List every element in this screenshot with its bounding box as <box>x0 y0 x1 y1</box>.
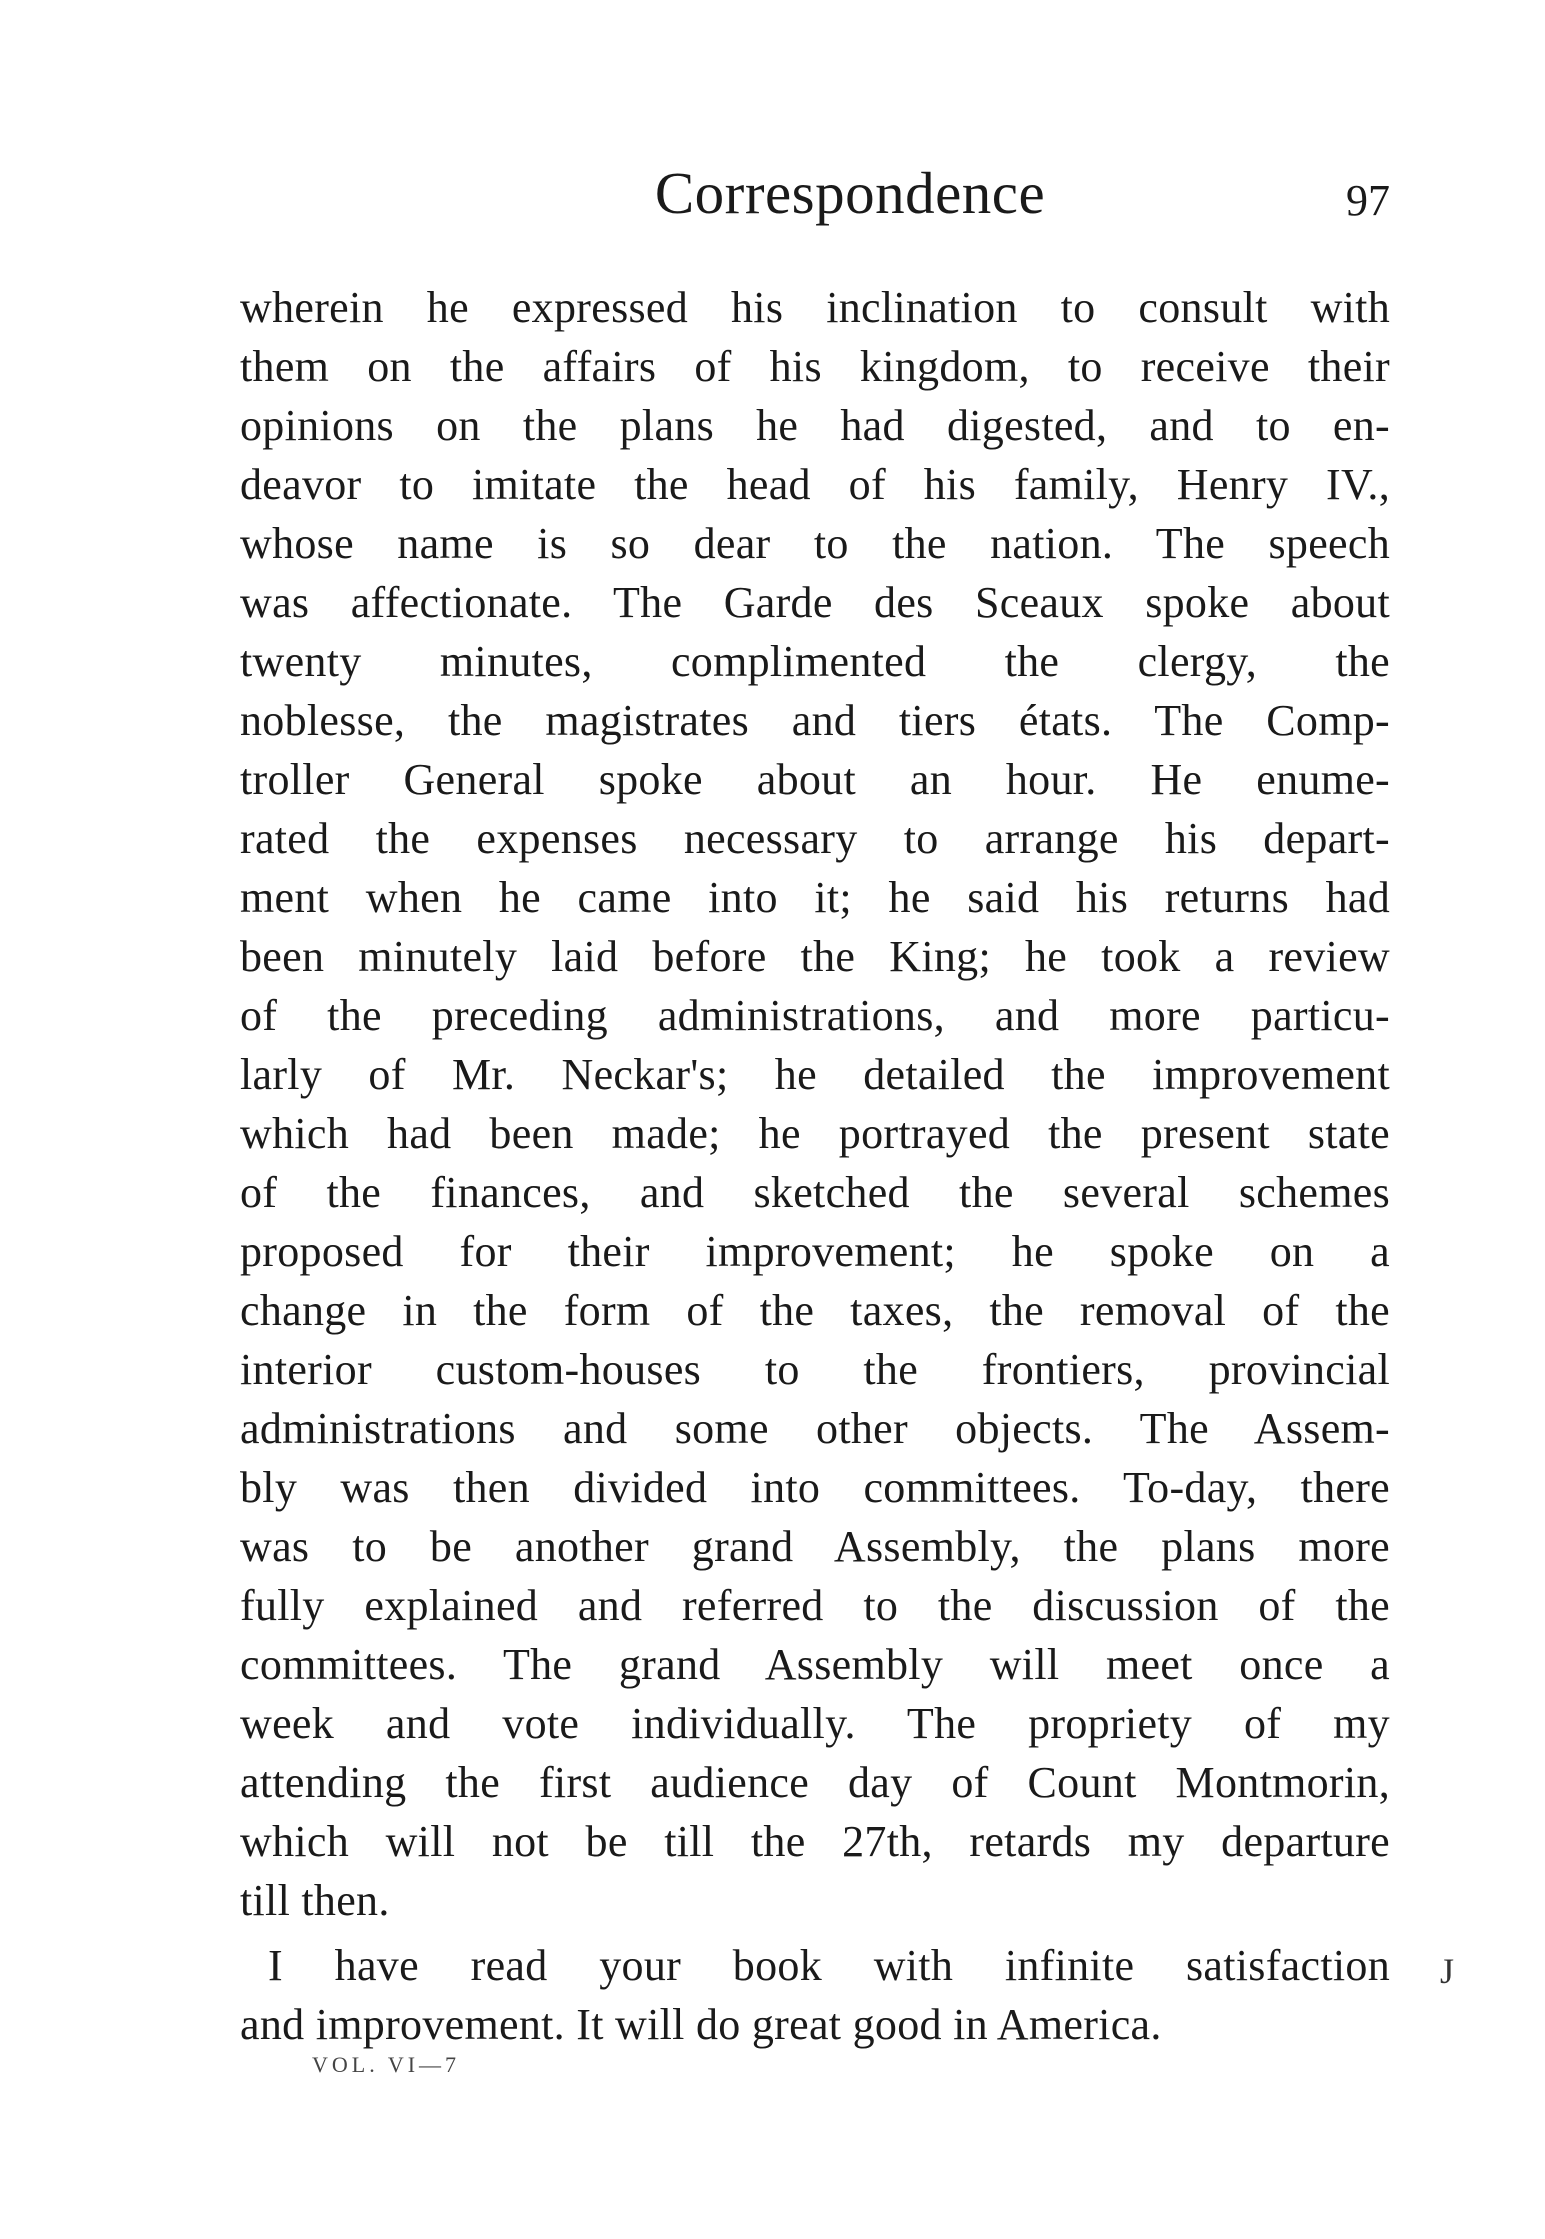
text-line: been minutely laid before the King; he took a review <box>240 932 1390 981</box>
text-line: them on the affairs of his kingdom, to receive their <box>240 342 1390 391</box>
text-line: attending the first audience day of Count Montmorin, <box>240 1758 1390 1807</box>
text-line: I have read your book with infinite satisfaction <box>268 1941 1390 1990</box>
margin-mark: J <box>1440 1951 1455 1991</box>
text-line: rated the expenses necessary to arrange his depart- <box>240 814 1390 863</box>
text-line: was to be another grand Assembly, the plans more <box>240 1522 1390 1571</box>
text-line: of the finances, and sketched the several schemes <box>240 1168 1390 1217</box>
text-line: administrations and some other objects. The Assem- <box>240 1404 1390 1453</box>
text-line: of the preceding administrations, and more particu- <box>240 991 1390 1040</box>
text-line: deavor to imitate the head of his family, Henry IV., <box>240 460 1390 509</box>
text-line: change in the form of the taxes, the removal of the <box>240 1286 1390 1335</box>
text-line: noblesse, the magistrates and tiers états. The Comp- <box>240 696 1390 745</box>
text-line: which will not be till the 27th, retards my departure <box>240 1817 1390 1866</box>
text-line: committees. The grand Assembly will meet once a <box>240 1640 1390 1689</box>
text-line: ment when he came into it; he said his returns had <box>240 873 1390 922</box>
text-line: which had been made; he portrayed the present state <box>240 1109 1390 1158</box>
text-line: proposed for their improvement; he spoke on a <box>240 1227 1390 1276</box>
running-head-title: Correspondence <box>654 160 1046 226</box>
text-line: troller General spoke about an hour. He enume- <box>240 755 1390 804</box>
text-line: twenty minutes, complimented the clergy, the <box>240 637 1390 686</box>
text-line: bly was then divided into committees. To-day, there <box>240 1463 1390 1512</box>
paragraph <box>240 278 1390 1930</box>
body-text <box>240 278 1390 2054</box>
text-line: whose name is so dear to the nation. The speech <box>240 519 1390 568</box>
text-line: wherein he expressed his inclination to consult with <box>240 283 1390 332</box>
text-line: interior custom-houses to the frontiers, provincial <box>240 1345 1390 1394</box>
text-line: week and vote individually. The propriety of my <box>240 1699 1390 1748</box>
text-line: was affectionate. The Garde des Sceaux spoke about <box>240 578 1390 627</box>
text-line: larly of Mr. Neckar's; he detailed the improvement <box>240 1050 1390 1099</box>
paragraph <box>240 1936 1390 2054</box>
text-line: fully explained and referred to the discussion of the <box>240 1581 1390 1630</box>
text-line: and improvement. It will do great good in America. <box>240 2000 1162 2049</box>
running-head <box>240 158 1390 228</box>
text-line: till then. <box>240 1876 390 1925</box>
page-number: 97 <box>1346 176 1390 225</box>
signature-mark: VOL. VI—7 <box>312 2052 461 2077</box>
text-line: opinions on the plans he had digested, and to en- <box>240 401 1390 450</box>
